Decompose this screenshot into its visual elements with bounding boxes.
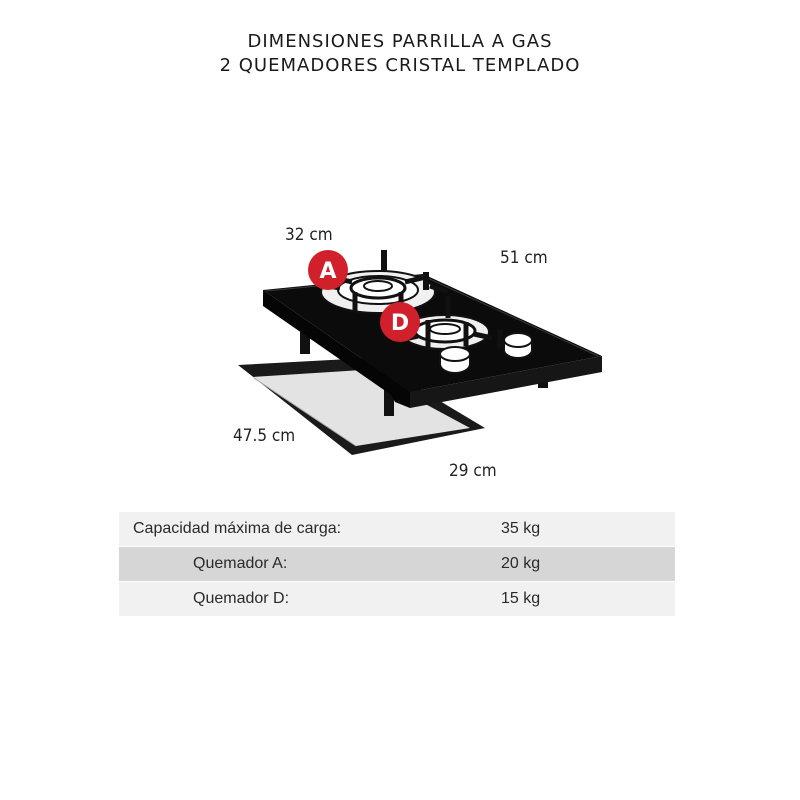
title-line-2: 2 QUEMADORES CRISTAL TEMPLADO xyxy=(219,55,581,76)
badge-a-label: A xyxy=(319,259,337,284)
spec-value-capacity: 35 kg xyxy=(501,520,541,537)
badge-d xyxy=(380,302,420,342)
badge-d-label: D xyxy=(390,311,410,336)
dimension-depth-top: 32 cm xyxy=(285,225,333,245)
dimension-cutout-depth: 47.5 cm xyxy=(233,426,296,446)
spec-label-capacity: Capacidad máxima de carga: xyxy=(133,520,342,537)
control-knob-left xyxy=(440,347,470,373)
spec-value-burner-a: 20 kg xyxy=(501,555,541,572)
dimension-width-top: 51 cm xyxy=(500,248,548,268)
spec-value-burner-d: 15 kg xyxy=(501,590,541,607)
dimension-cutout-width: 29 cm xyxy=(449,461,497,481)
control-knob-right xyxy=(504,333,532,358)
spec-row-burner-a xyxy=(119,547,675,581)
spec-table xyxy=(119,512,675,617)
spec-row-capacity xyxy=(119,512,675,546)
spec-label-burner-d: Quemador D: xyxy=(193,590,290,607)
spec-row-burner-d xyxy=(119,582,675,616)
spec-label-burner-a: Quemador A: xyxy=(193,555,288,572)
badge-a xyxy=(308,250,348,290)
title-line-1: DIMENSIONES PARRILLA A GAS xyxy=(247,31,553,52)
